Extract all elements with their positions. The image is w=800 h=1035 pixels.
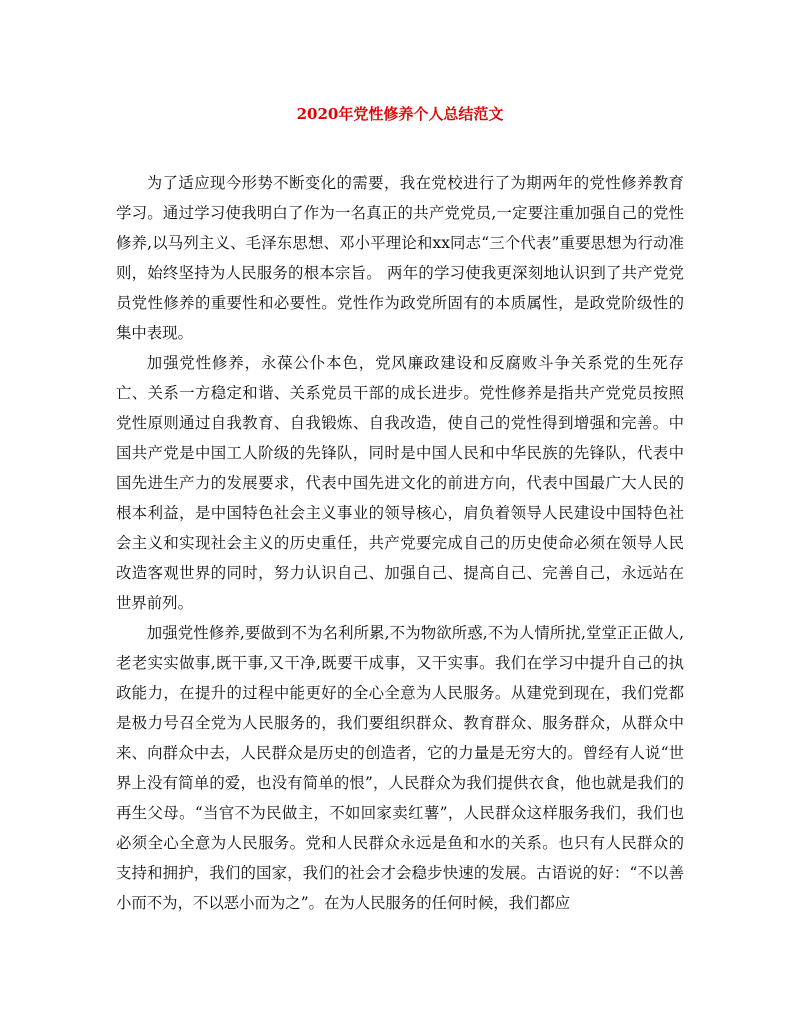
document-body xyxy=(116,168,684,918)
paragraph-2: 加强党性修养，永葆公仆本色，党风廉政建设和反腐败斗争关系党的生死存亡、关系一方稳定和谐、关系党员干部的成长进步。党性修养是指共产党党员按照党性原则通过自我教育、自我锻炼、自我改造，使自己的党性得到增强和完善。中国共产党是中国工人阶级的先锋队，同时是中国人民和中华民族的先锋队，代表中国先进生产力的发展要求，代表中国先进文化的前进方向，代表中国最广大人民的根本利益，是中国特色社会主义事业的领导核心，肩负着领导人民建设中国特色社会主义和实现社会主义的历史重任，共产党要完成自己的历史使命必须在领导人民改造客观世界的同时，努力认识自己、加强自己、提高自己、完善自己，永远站在世界前列。 xyxy=(116,354,684,612)
paragraph-3: 加强党性修养,要做到不为名利所累,不为物欲所惑,不为人情所扰,堂堂正正做人,老老实实做事,既干事,又干净,既要干成事，又干实事。我们在学习中提升自己的执政能力，在提升的过程中能更好的全心全意为人民服务。从建党到现在，我们党都是极力号召全党为人民服务的，我们要组织群众、教育群众、服务群众，从群众中来、向群众中去，人民群众是历史的创造者，它的力量是无穷大的。曾经有人说“世界上没有简单的爱，也没有简单的恨”，人民群众为我们提供衣食，他也就是我们的再生父母。“当官不为民做主，不如回家卖红薯”，人民群众这样服务我们，我们也必须全心全意为人民服务。党和人民群众永远是鱼和水的关系。也只有人民群众的支持和拥护，我们的国家，我们的社会才会稳步快速的发展。古语说的好：“不以善小而不为，不以恶小而为之”。在为人民服务的任何时候，我们都应 xyxy=(116,624,684,912)
paragraph-1: 为了适应现今形势不断变化的需要，我在党校进行了为期两年的党性修养教育学习。通过学习使我明白了作为一名真正的共产党党员,一定要注重加强自己的党性修养,以马列主义、毛泽东思想、邓小平理论和xx同志“三个代表”重要思想为行动准则，始终坚持为人民服务的根本宗旨。 两年的学习使我更深刻地认识到了共产党党员党性修养的重要性和必要性。党性作为政党所固有的本质属性，是政党阶级性的集中表现。 xyxy=(116,174,684,342)
document-title: 2020年党性修养个人总结范文 xyxy=(296,105,504,123)
